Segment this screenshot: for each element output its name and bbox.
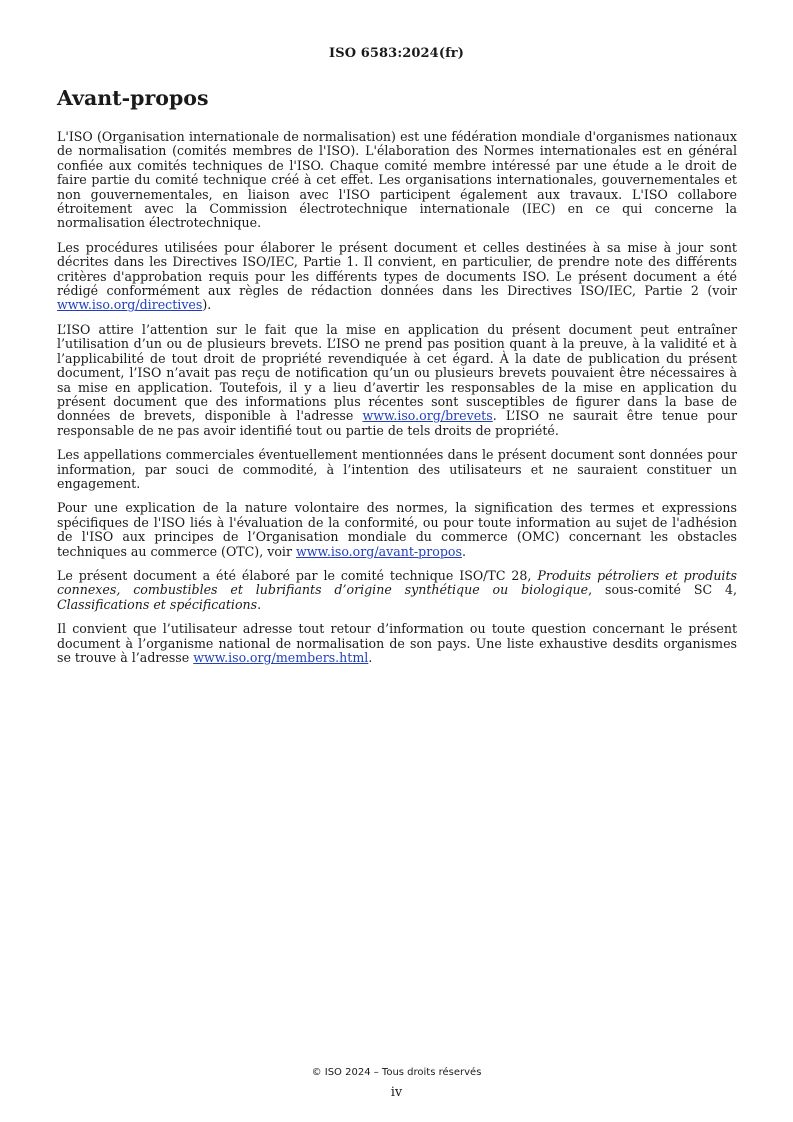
foreword-link[interactable]: www.iso.org/avant-propos [295, 543, 462, 559]
paragraph-feedback-end: . [368, 650, 373, 665]
paragraph-committee-mid: , sous-comité SC 4, [588, 582, 737, 598]
paragraph-voluntary-nature [57, 501, 737, 559]
paragraph-patents-end: . L’ISO ne saurait être tenue pour responsable de ne pas avoir identifié tout ou partie de tels droits de propriété. [57, 408, 737, 438]
directives-link[interactable]: www.iso.org/directives [57, 297, 203, 313]
document-id-header: ISO 6583:2024(fr) [329, 46, 464, 61]
paragraph-voluntary-nature-end: . [461, 543, 466, 559]
members-link[interactable]: www.iso.org/members.html [193, 650, 369, 665]
paragraph-feedback [57, 622, 737, 665]
paragraph-procedures-text: Les procédures utilisées pour élaborer le présent document et celles destinées à sa mise à jour sont décrites dans les Directives ISO/IEC, Partie 1. Il convient, en particulier, de prendre note des différents critères d'approbation requis pour les différents types de documents ISO. Le présent document a été rédigé conformément aux règles de rédaction données dans les Directives ISO/IEC, Partie 2 (voir [57, 239, 737, 299]
subcommittee-title: Classifications et spécifications [57, 596, 258, 612]
paragraph-committee-text: Le présent document a été élaboré par le comité technique ISO/TC 28, [57, 567, 538, 583]
committee-title: Produits pétroliers et produits connexes, combustibles et lubrifiants d’origine synthétique ou biologique [57, 567, 737, 598]
copyright-footer: © ISO 2024 – Tous droits réservés [311, 1067, 482, 1078]
paragraph-iso-intro: L'ISO (Organisation internationale de normalisation) est une fédération mondiale d'organismes nationaux de normalisation (comités membres de l'ISO). L'élaboration des Normes internationales est en général confiée aux comités techniques de l'ISO. Chaque comité membre intéressé par une étude a le droit de faire partie du comité technique créé à cet effet. Les organisations internationales, gouvernementales et non gouvernementales, en liaison avec l'ISO participent également aux travaux. L'ISO collabore étroitement avec la Commission électrotechnique internationale (IEC) en ce qui concerne la normalisation électrotechnique. [57, 129, 737, 231]
foreword-body [57, 130, 737, 675]
paragraph-committee-end: . [257, 596, 262, 612]
patents-link[interactable]: www.iso.org/brevets [362, 408, 493, 424]
paragraph-patents-text: L’ISO attire l’attention sur le fait que la mise en application du présent document peut entraîner l’utilisation d’un ou de plusieurs brevets. L’ISO ne prend pas position quant à la preuve, à la validité et à l’applicabilité de tout droit de propriété revendiquée à cet égard. À la date de publication du présent document, l’ISO n’avait pas reçu de notification qu’un ou plusieurs brevets pouvaient être nécessaires à sa mise en application. Toutefois, il y a lieu d’avertir les responsables de la mise en application du présent document que des informations plus récentes sont susceptibles de figurer dans la base de données de brevets, disponible à l'adresse [57, 321, 737, 424]
paragraph-trade-names: Les appellations commerciales éventuellement mentionnées dans le présent document sont données pour information, par souci de commodité, à l’intention des utilisateurs et ne sauraient constituer un engagement. [57, 447, 737, 491]
paragraph-voluntary-nature-text: Pour une explication de la nature volontaire des normes, la signification des termes et expressions spécifiques de l'ISO liés à l'évaluation de la conformité, ou pour toute information au sujet de l'adhésion de l'ISO aux principes de l’Organisation mondiale du commerce (OMC) concernant les obstacles techniques au commerce (OTC), voir [57, 500, 737, 559]
paragraph-patents [57, 323, 737, 438]
page-title: Avant-propos [57, 86, 209, 110]
page-number: iv [390, 1084, 403, 1099]
paragraph-feedback-text: Il convient que l’utilisateur adresse tout retour d’information ou toute question concernant le présent document à l’organisme national de normalisation de son pays. Une liste exhaustive desdits organismes se trouve à l’adresse [57, 621, 737, 665]
paragraph-procedures [57, 241, 737, 313]
paragraph-committee [57, 569, 737, 612]
paragraph-procedures-end: ). [202, 297, 212, 313]
